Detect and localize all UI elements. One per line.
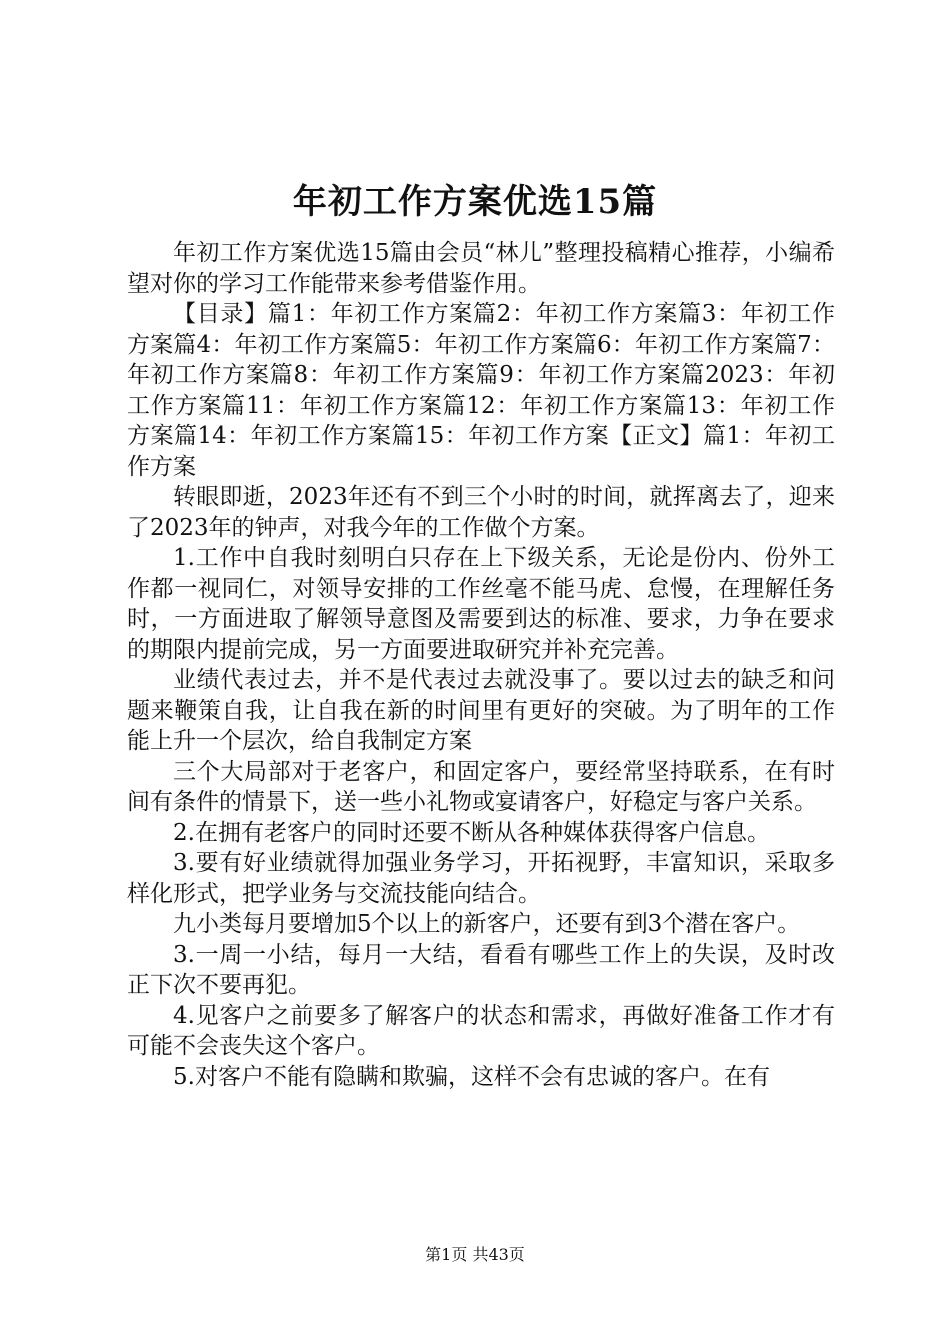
- body-paragraph: 2.在拥有老客户的同时还要不断从各种媒体获得客户信息。: [173, 819, 770, 846]
- body-paragraph: 九小类每月要增加5个以上的新客户，还要有到3个潜在客户。: [173, 911, 801, 937]
- page-number-footer: 第1页 共43页: [425, 1245, 525, 1264]
- document-body: [127, 238, 835, 1092]
- body-paragraph: 1.工作中自我时刻明白只存在上下级关系，无论是份内、份外工作都一视同仁，对领导安排的工作丝毫不能马虎、怠慢，在理解任务时，一方面进取了解领导意图及需要到达的标准、要求，力争在要求的期限内提前完成，另一方面要进取研究并补充完善。: [127, 545, 835, 663]
- body-paragraph: 转眼即逝，2023年还有不到三个小时的时间，就挥离去了，迎来了2023年的钟声，对我今年的工作做个方案。: [127, 484, 835, 541]
- body-paragraph: 业绩代表过去，并不是代表过去就没事了。要以过去的缺乏和问题来鞭策自我，让自我在新的时间里有更好的突破。为了明年的工作能上升一个层次，给自我制定方案: [127, 667, 835, 754]
- body-paragraph: 5.对客户不能有隐瞒和欺骗，这样不会有忠诚的客户。在有: [173, 1063, 770, 1090]
- body-paragraph: 4.见客户之前要多了解客户的状态和需求，再做好准备工作才有可能不会丧失这个客户。: [127, 1002, 835, 1059]
- table-of-contents-paragraph: 【目录】篇1：年初工作方案篇2：年初工作方案篇3：年初工作方案篇4：年初工作方案篇5：年初工作方案篇6：年初工作方案篇7：年初工作方案篇8：年初工作方案篇9：年初工作方案篇2023：年初工作方案篇11：年初工作方案篇12：年初工作方案篇13：年初工作方案篇14：年初工作方案篇15：年初工作方案【正文】篇1：年初工作方案: [127, 301, 835, 480]
- body-paragraph: 3.要有好业绩就得加强业务学习，开拓视野，丰富知识，采取多样化形式，把学业务与交流技能向结合。: [127, 850, 835, 907]
- intro-paragraph: 年初工作方案优选15篇由会员“林儿”整理投稿精心推荐，小编希望对你的学习工作能带来参考借鉴作用。: [127, 240, 835, 297]
- body-paragraph: 三个大局部对于老客户，和固定客户，要经常坚持联系，在有时间有条件的情景下，送一些小礼物或宴请客户，好稳定与客户关系。: [127, 758, 835, 815]
- document-title: 年初工作方案优选15篇: [292, 182, 658, 222]
- body-paragraph: 3.一周一小结，每月一大结，看看有哪些工作上的失误，及时改正下次不要再犯。: [127, 941, 835, 998]
